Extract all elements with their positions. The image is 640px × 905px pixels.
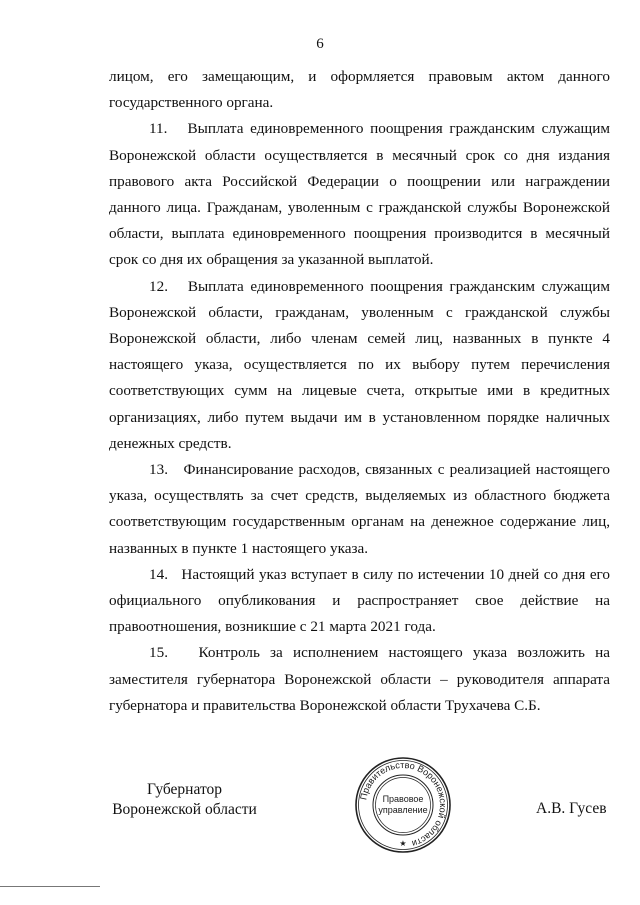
signatory-title-line1: Губернатор (146, 781, 223, 798)
signatory-title-line2: Воронежской области (112, 801, 257, 818)
page-number: 6 (316, 36, 324, 52)
signatory-title (107, 780, 262, 820)
paragraph-13: 13. Финансирование расходов, связанных с реализацией настоящего указа, осуществлять за счет средств, выделяемых из областного бюджета соответствующим государственным органам на денежное содержание лиц, названных в пункте 1 настоящего указа. (109, 461, 610, 557)
stamp-ring-text: Правительство Воронежской области (358, 759, 449, 849)
paragraph-continuation: лицом, его замещающим, и оформляется правовым актом данного государственного органа. (109, 68, 610, 112)
paragraph-14: 14. Настоящий указ вступает в силу по истечении 10 дней со дня его официального опубликования и распространяет свое действие на правоотношения, возникшие с 21 марта 2021 года. (109, 565, 610, 636)
paragraph-15: 15. Контроль за исполнением настоящего указа возложить на заместителя губернатора Воронежской области – руководителя аппарата губернатора и правительства Воронежской области Трухачева С.Б. (109, 644, 610, 714)
paragraph-12: 12. Выплата единовременного поощрения гражданским служащим Воронежской области, гражданам, уволенным с гражданской службы Воронежской области, либо членам семей лиц, названных в пункте 4 настоящего указа, осуществляется по их выбору путем перечисления соответствующих сумм на лицевые счета, открытые ими в кредитных организациях, либо путем выдачи им в установленном порядке наличных денежных средств. (109, 277, 610, 452)
document-body (109, 64, 610, 719)
stamp-center-line2: управление (378, 805, 428, 815)
official-stamp (353, 755, 453, 855)
footer-divider (0, 886, 100, 887)
stamp-center-line1: Правовое (382, 794, 424, 804)
stamp-star-icon: ★ (399, 839, 407, 848)
paragraph-11: 11. Выплата единовременного поощрения гражданским служащим Воронежской области осуществляется в месячный срок со дня издания правового акта Российской Федерации о поощрении или награждении данного лица. Гражданам, уволенным с гражданской службы Воронежской области, выплата единовременного поощрения производится в месячный срок со дня их обращения за указанной выплатой. (109, 120, 610, 269)
signatory-name: А.В. Гусев (536, 800, 607, 817)
